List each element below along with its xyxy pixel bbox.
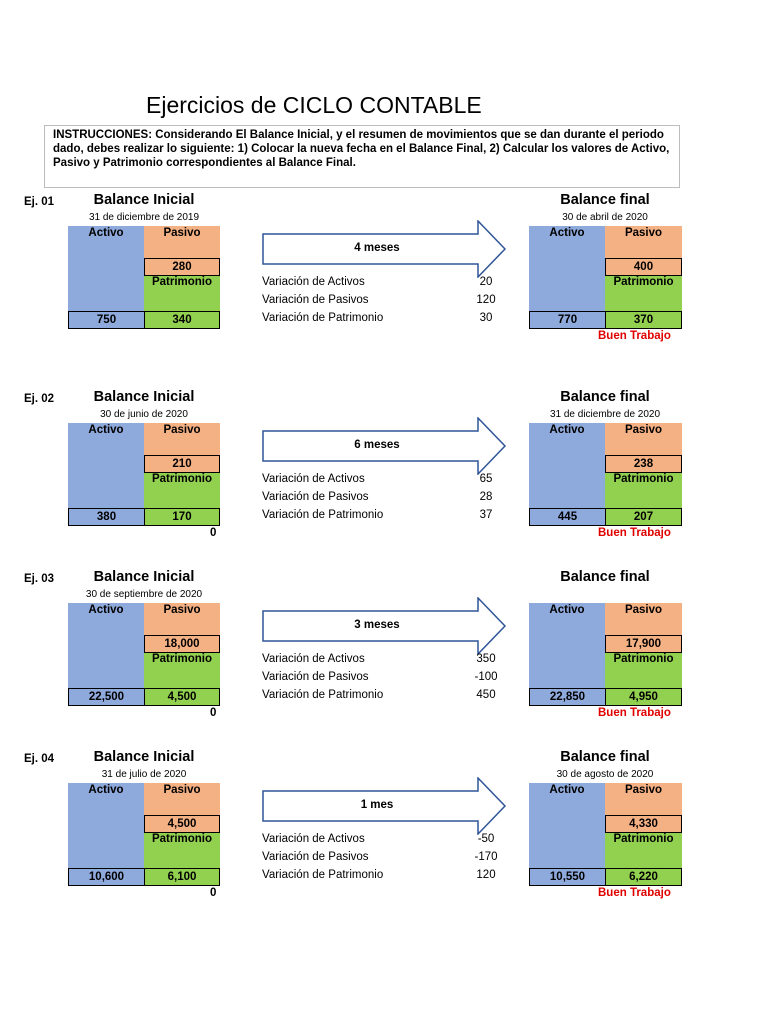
var-patrimonio-value: 120 bbox=[476, 869, 496, 881]
check-value: 0 bbox=[210, 707, 217, 719]
balance-final-title: Balance final bbox=[560, 389, 650, 405]
var-pasivos-label: Variación de Pasivos bbox=[262, 294, 369, 306]
balance-inicial-date: 30 de junio de 2020 bbox=[100, 409, 188, 420]
pasivo-value-final: 238 bbox=[605, 455, 682, 473]
patrimonio-value-final: 370 bbox=[605, 311, 682, 329]
patrimonio-value-initial: 170 bbox=[144, 508, 220, 526]
var-pasivos-label: Variación de Pasivos bbox=[262, 851, 369, 863]
var-patrimonio-label: Variación de Patrimonio bbox=[262, 312, 384, 324]
exercise-label: Ej. 02 bbox=[24, 393, 55, 405]
var-activos-value: 350 bbox=[476, 653, 496, 665]
balance-inicial-title: Balance Inicial bbox=[93, 749, 195, 765]
activo-block-initial bbox=[68, 423, 144, 510]
patrimonio-block-final bbox=[605, 833, 682, 870]
feedback-message: Buen Trabajo bbox=[598, 527, 671, 539]
exercise-section bbox=[0, 389, 768, 559]
activo-block-initial bbox=[68, 783, 144, 870]
patrimonio-header: Patrimonio bbox=[151, 833, 213, 845]
patrimonio-value-final: 6,220 bbox=[605, 868, 682, 886]
exercise-label: Ej. 04 bbox=[24, 753, 55, 765]
var-activos-label: Variación de Activos bbox=[262, 276, 365, 288]
pasivo-header: Pasivo bbox=[163, 227, 201, 239]
activo-value-final: 10,550 bbox=[529, 868, 606, 886]
patrimonio-value-initial: 340 bbox=[144, 311, 220, 329]
activo-block-final bbox=[529, 423, 605, 510]
feedback-message: Buen Trabajo bbox=[598, 887, 671, 899]
var-activos-value: 20 bbox=[479, 276, 493, 288]
patrimonio-value-final: 207 bbox=[605, 508, 682, 526]
activo-value-final: 445 bbox=[529, 508, 606, 526]
balance-inicial-title: Balance Inicial bbox=[93, 192, 195, 208]
exercise-section bbox=[0, 749, 768, 919]
activo-value-initial: 380 bbox=[68, 508, 145, 526]
pasivo-header: Pasivo bbox=[624, 424, 663, 436]
exercise-section bbox=[0, 569, 768, 739]
pasivo-value-initial: 210 bbox=[144, 455, 220, 473]
var-patrimonio-label: Variación de Patrimonio bbox=[262, 869, 384, 881]
instructions-text: Considerando El Balance Inicial, y el resumen de movimientos que se dan durante el periodo dado, debes realizar lo siguiente: 1) Colocar la nueva fecha en el Balance Final, 2) Calcular los valores de Activo, Pasivo y Patrimonio correspondientes al Balance Final. bbox=[53, 129, 670, 169]
patrimonio-header: Patrimonio bbox=[613, 833, 674, 845]
pasivo-value-initial: 4,500 bbox=[144, 815, 220, 833]
instructions-box bbox=[44, 125, 680, 188]
activo-value-final: 22,850 bbox=[529, 688, 606, 706]
instructions-prefix: INSTRUCCIONES: bbox=[53, 129, 153, 141]
balance-final-title: Balance final bbox=[560, 192, 650, 208]
var-pasivos-label: Variación de Pasivos bbox=[262, 491, 369, 503]
exercise-section bbox=[0, 192, 768, 362]
patrimonio-value-initial: 4,500 bbox=[144, 688, 220, 706]
activo-header: Activo bbox=[88, 784, 124, 796]
activo-header: Activo bbox=[549, 424, 585, 436]
activo-header: Activo bbox=[88, 227, 124, 239]
activo-block-final bbox=[529, 226, 605, 313]
var-activos-label: Variación de Activos bbox=[262, 653, 365, 665]
patrimonio-value-final: 4,950 bbox=[605, 688, 682, 706]
var-activos-value: 65 bbox=[479, 473, 493, 485]
activo-header: Activo bbox=[549, 227, 585, 239]
activo-block-initial bbox=[68, 226, 144, 313]
balance-inicial-title: Balance Inicial bbox=[93, 389, 195, 405]
page-title: Ejercicios de CICLO CONTABLE bbox=[146, 92, 482, 118]
activo-value-initial: 750 bbox=[68, 311, 145, 329]
activo-value-initial: 22,500 bbox=[68, 688, 145, 706]
var-patrimonio-value: 450 bbox=[476, 689, 496, 701]
patrimonio-block-final bbox=[605, 473, 682, 510]
activo-value-initial: 10,600 bbox=[68, 868, 145, 886]
check-value: 0 bbox=[210, 887, 217, 899]
patrimonio-block-final bbox=[605, 276, 682, 313]
patrimonio-block-initial bbox=[144, 276, 220, 313]
balance-inicial-date: 30 de septiembre de 2020 bbox=[85, 589, 203, 600]
exercise-label: Ej. 03 bbox=[24, 573, 55, 585]
feedback-message: Buen Trabajo bbox=[598, 707, 671, 719]
activo-header: Activo bbox=[88, 424, 124, 436]
period-label: 4 meses bbox=[354, 242, 400, 254]
var-patrimonio-label: Variación de Patrimonio bbox=[262, 689, 384, 701]
var-patrimonio-value: 37 bbox=[479, 509, 493, 521]
activo-header: Activo bbox=[88, 604, 124, 616]
balance-inicial-date: 31 de julio de 2020 bbox=[101, 769, 187, 780]
var-pasivos-value: 28 bbox=[479, 491, 493, 503]
activo-value-final: 770 bbox=[529, 311, 606, 329]
pasivo-header: Pasivo bbox=[163, 784, 201, 796]
pasivo-header: Pasivo bbox=[624, 604, 663, 616]
patrimonio-header: Patrimonio bbox=[151, 653, 213, 665]
pasivo-header: Pasivo bbox=[163, 424, 201, 436]
var-pasivos-label: Variación de Pasivos bbox=[262, 671, 369, 683]
feedback-message: Buen Trabajo bbox=[598, 330, 671, 342]
patrimonio-header: Patrimonio bbox=[613, 276, 674, 288]
var-pasivos-value: 120 bbox=[476, 294, 496, 306]
balance-final-title: Balance final bbox=[560, 749, 650, 765]
patrimonio-block-initial bbox=[144, 653, 220, 690]
balance-final-date: 31 de diciembre de 2020 bbox=[549, 409, 661, 420]
activo-block-initial bbox=[68, 603, 144, 690]
pasivo-header: Pasivo bbox=[163, 604, 201, 616]
period-label: 1 mes bbox=[360, 799, 394, 811]
balance-final-date: 30 de abril de 2020 bbox=[562, 212, 648, 223]
patrimonio-block-initial bbox=[144, 473, 220, 510]
patrimonio-header: Patrimonio bbox=[613, 653, 674, 665]
pasivo-value-initial: 280 bbox=[144, 258, 220, 276]
var-pasivos-value: -100 bbox=[474, 671, 498, 683]
patrimonio-header: Patrimonio bbox=[151, 276, 213, 288]
var-pasivos-value: -170 bbox=[474, 851, 498, 863]
period-label: 3 meses bbox=[354, 619, 400, 631]
patrimonio-block-initial bbox=[144, 833, 220, 870]
activo-header: Activo bbox=[549, 784, 585, 796]
pasivo-header: Pasivo bbox=[624, 227, 663, 239]
pasivo-value-initial: 18,000 bbox=[144, 635, 220, 653]
var-activos-label: Variación de Activos bbox=[262, 473, 365, 485]
activo-header: Activo bbox=[549, 604, 585, 616]
patrimonio-header: Patrimonio bbox=[613, 473, 674, 485]
balance-final-title: Balance final bbox=[560, 569, 650, 585]
pasivo-value-final: 4,330 bbox=[605, 815, 682, 833]
balance-inicial-date: 31 de diciembre de 2019 bbox=[88, 212, 200, 223]
patrimonio-value-initial: 6,100 bbox=[144, 868, 220, 886]
pasivo-header: Pasivo bbox=[624, 784, 663, 796]
check-value: 0 bbox=[210, 527, 217, 539]
balance-inicial-title: Balance Inicial bbox=[93, 569, 195, 585]
pasivo-value-final: 17,900 bbox=[605, 635, 682, 653]
activo-block-final bbox=[529, 783, 605, 870]
var-patrimonio-label: Variación de Patrimonio bbox=[262, 509, 384, 521]
var-activos-label: Variación de Activos bbox=[262, 833, 365, 845]
exercise-label: Ej. 01 bbox=[24, 196, 55, 208]
var-activos-value: -50 bbox=[477, 833, 495, 845]
period-label: 6 meses bbox=[354, 439, 400, 451]
pasivo-value-final: 400 bbox=[605, 258, 682, 276]
patrimonio-header: Patrimonio bbox=[151, 473, 213, 485]
balance-final-date: 30 de agosto de 2020 bbox=[556, 769, 654, 780]
patrimonio-block-final bbox=[605, 653, 682, 690]
var-patrimonio-value: 30 bbox=[479, 312, 493, 324]
activo-block-final bbox=[529, 603, 605, 690]
